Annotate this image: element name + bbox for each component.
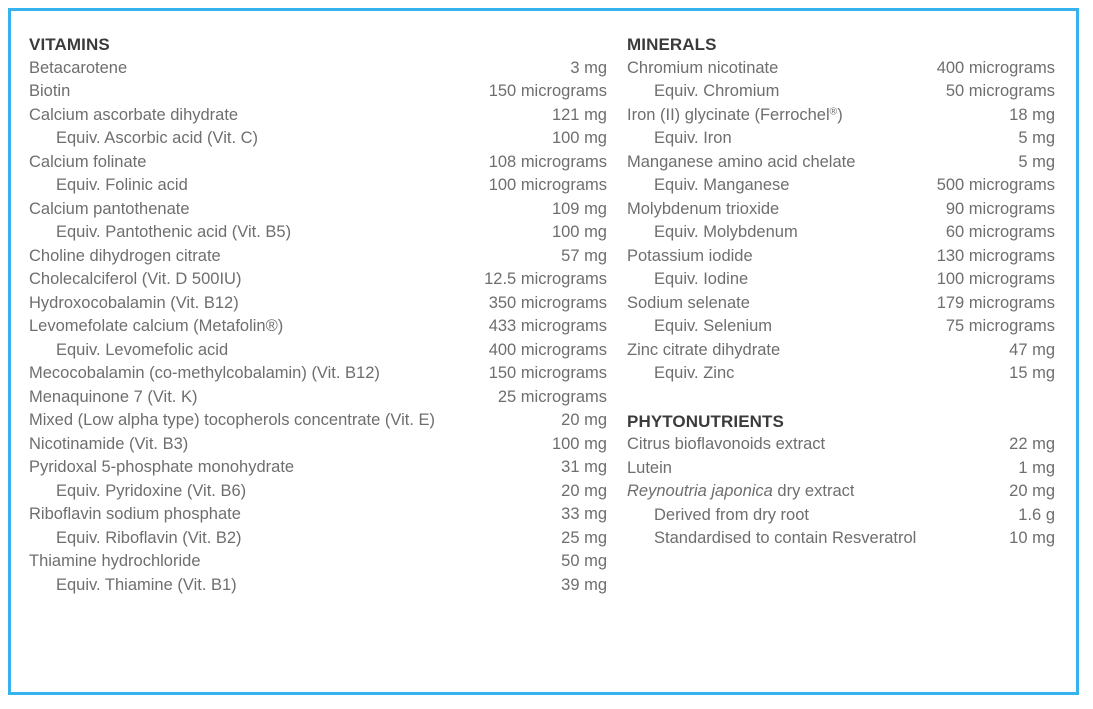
botanical-name: Reynoutria japonica xyxy=(627,482,773,500)
ingredient-amount: 50 mg xyxy=(561,552,607,570)
ingredient-subrow xyxy=(627,315,1055,339)
ingredient-subrow xyxy=(627,362,1055,386)
ingredient-row xyxy=(627,151,1055,175)
rows-phytonutrients xyxy=(627,433,1055,551)
section-phytonutrients xyxy=(627,410,1055,551)
ingredient-amount: 5 mg xyxy=(1018,129,1055,147)
section-title-minerals: MINERALS xyxy=(627,35,717,54)
ingredient-name: Equiv. Manganese xyxy=(654,176,790,194)
ingredient-subrow xyxy=(627,127,1055,151)
ingredient-subrow xyxy=(29,480,607,504)
ingredient-name: Equiv. Iron xyxy=(654,129,732,147)
ingredient-name: Menaquinone 7 (Vit. K) xyxy=(29,387,198,406)
ingredient-name: Equiv. Molybdenum xyxy=(654,223,798,241)
ingredient-name: Mixed (Low alpha type) tocopherols concentrate (Vit. E) xyxy=(29,411,435,429)
ingredient-name: Equiv. Chromium xyxy=(654,82,780,100)
ingredient-amount: 90 micrograms xyxy=(945,199,1055,218)
ingredient-amount: 33 mg xyxy=(561,505,607,523)
ingredient-amount: 100 micrograms xyxy=(488,176,607,194)
ingredient-name: Equiv. Pyridoxine (Vit. B6) xyxy=(56,481,247,500)
nutrition-columns xyxy=(11,11,1076,692)
ingredient-row xyxy=(29,198,607,222)
ingredient-amount: 179 micrograms xyxy=(936,293,1055,312)
ingredient-amount: 50 micrograms xyxy=(945,82,1055,100)
ingredient-amount: 22 mg xyxy=(1009,435,1055,453)
ingredient-subrow xyxy=(627,80,1055,104)
ingredient-name: Equiv. Pantothenic acid (Vit. B5) xyxy=(56,223,292,241)
ingredient-row xyxy=(29,57,607,81)
ingredient-subrow xyxy=(627,527,1055,551)
right-column xyxy=(627,33,1055,551)
ingredient-name: Equiv. Riboflavin (Vit. B2) xyxy=(56,528,242,547)
ingredient-row xyxy=(29,433,607,457)
ingredient-name: Nicotinamide (Vit. B3) xyxy=(29,434,189,453)
ingredient-amount: 57 mg xyxy=(561,246,607,265)
ingredient-amount: 100 mg xyxy=(551,223,607,241)
ingredient-name: Equiv. Selenium xyxy=(654,317,773,335)
ingredient-subrow xyxy=(29,221,607,245)
ingredient-name: Iron (II) glycinate (Ferrochel®) xyxy=(627,105,843,124)
rows-vitamins xyxy=(29,57,607,598)
ingredient-amount: 433 micrograms xyxy=(488,317,607,335)
ingredient-name: Molybdenum trioxide xyxy=(627,199,780,218)
ingredient-row xyxy=(627,198,1055,222)
ingredient-amount: 10 mg xyxy=(1009,529,1055,547)
ingredient-amount: 25 mg xyxy=(561,528,607,547)
ingredient-name: Zinc citrate dihydrate xyxy=(627,340,781,359)
ingredient-name: Pyridoxal 5-phosphate monohydrate xyxy=(29,458,295,476)
ingredient-row xyxy=(29,362,607,386)
section-minerals xyxy=(627,33,1055,386)
ingredient-amount: 25 micrograms xyxy=(497,387,607,406)
ingredient-name: Chromium nicotinate xyxy=(627,58,779,77)
ingredient-amount: 20 mg xyxy=(561,481,607,500)
ingredient-subrow xyxy=(29,174,607,198)
ingredient-amount: 1 mg xyxy=(1018,458,1055,477)
ingredient-subrow xyxy=(29,574,607,598)
ingredient-amount: 47 mg xyxy=(1009,340,1055,359)
ingredient-row xyxy=(29,386,607,410)
ingredient-amount: 15 mg xyxy=(1009,364,1055,382)
section-title-vitamins: VITAMINS xyxy=(29,35,110,54)
ingredient-name: Hydroxocobalamin (Vit. B12) xyxy=(29,293,239,312)
ingredient-row xyxy=(627,292,1055,316)
ingredient-subrow xyxy=(627,504,1055,528)
ingredient-amount: 400 micrograms xyxy=(488,340,607,359)
ingredient-row xyxy=(627,104,1055,128)
ingredient-name: Lutein xyxy=(627,458,672,477)
section-vitamins xyxy=(29,33,607,597)
nutrition-panel xyxy=(8,8,1079,695)
ingredient-amount: 31 mg xyxy=(561,458,607,476)
ingredient-name: Equiv. Iodine xyxy=(654,270,749,288)
ingredient-amount: 130 micrograms xyxy=(936,246,1055,265)
ingredient-amount: 100 mg xyxy=(551,129,607,147)
ingredient-name: Manganese amino acid chelate xyxy=(627,152,856,171)
ingredient-subrow xyxy=(627,268,1055,292)
ingredient-amount: 3 mg xyxy=(570,58,607,77)
ingredient-amount: 150 micrograms xyxy=(488,364,607,382)
ingredient-name: Thiamine hydrochloride xyxy=(29,552,201,570)
ingredient-amount: 109 mg xyxy=(551,199,607,218)
ingredient-subrow xyxy=(29,127,607,151)
ingredient-row xyxy=(627,339,1055,363)
ingredient-amount: 60 micrograms xyxy=(945,223,1055,241)
ingredient-amount: 39 mg xyxy=(561,575,607,594)
ingredient-row xyxy=(29,550,607,574)
ingredient-amount: 18 mg xyxy=(1009,105,1055,124)
ingredient-amount: 100 micrograms xyxy=(936,270,1055,288)
ingredient-name: Potassium iodide xyxy=(627,246,753,265)
left-column xyxy=(29,33,607,597)
ingredient-name: Riboflavin sodium phosphate xyxy=(29,505,241,523)
ingredient-amount: 121 mg xyxy=(551,105,607,124)
ingredient-amount: 500 micrograms xyxy=(936,176,1055,194)
ingredient-amount: 150 micrograms xyxy=(488,82,607,100)
ingredient-subrow xyxy=(29,339,607,363)
ingredient-subrow xyxy=(29,527,607,551)
ingredient-name: Biotin xyxy=(29,82,71,100)
ingredient-name: Standardised to contain Resveratrol xyxy=(654,529,917,547)
ingredient-amount: 100 mg xyxy=(551,434,607,453)
section-title-phytonutrients: PHYTONUTRIENTS xyxy=(627,411,784,431)
ingredient-row xyxy=(29,315,607,339)
ingredient-amount: 20 mg xyxy=(561,411,607,429)
ingredient-row xyxy=(627,480,1055,504)
ingredient-subrow xyxy=(627,174,1055,198)
ingredient-amount: 108 micrograms xyxy=(488,152,607,171)
ingredient-name: Equiv. Ascorbic acid (Vit. C) xyxy=(56,129,259,147)
ingredient-row xyxy=(627,457,1055,481)
ingredient-amount: 1.6 g xyxy=(1018,505,1055,524)
ingredient-amount: 75 micrograms xyxy=(945,317,1055,335)
ingredient-name: Equiv. Zinc xyxy=(654,364,735,382)
ingredient-name: Calcium folinate xyxy=(29,152,147,171)
ingredient-subrow xyxy=(627,221,1055,245)
ingredient-name: Levomefolate calcium (Metafolin®) xyxy=(29,317,284,335)
ingredient-name: Equiv. Levomefolic acid xyxy=(56,340,229,359)
ingredient-name: Mecocobalamin (co-methylcobalamin) (Vit. B12) xyxy=(29,364,380,382)
ingredient-name: Equiv. Folinic acid xyxy=(56,176,188,194)
ingredient-row xyxy=(627,245,1055,269)
ingredient-amount: 5 mg xyxy=(1018,152,1055,171)
ingredient-row xyxy=(29,456,607,480)
ingredient-amount: 400 micrograms xyxy=(936,58,1055,77)
ingredient-row xyxy=(29,503,607,527)
rows-minerals xyxy=(627,57,1055,386)
ingredient-row xyxy=(29,245,607,269)
ingredient-amount: 350 micrograms xyxy=(488,293,607,312)
ingredient-row xyxy=(29,292,607,316)
ingredient-name: Choline dihydrogen citrate xyxy=(29,246,221,265)
ingredient-name: Betacarotene xyxy=(29,58,128,77)
ingredient-name: Equiv. Thiamine (Vit. B1) xyxy=(56,575,237,594)
ingredient-name: Cholecalciferol (Vit. D 500IU) xyxy=(29,270,242,288)
ingredient-row xyxy=(29,268,607,292)
ingredient-name: Citrus bioflavonoids extract xyxy=(627,435,826,453)
registered-trademark-icon: ® xyxy=(829,106,838,118)
ingredient-name: Derived from dry root xyxy=(654,505,809,524)
ingredient-row xyxy=(29,80,607,104)
ingredient-name: Reynoutria japonica dry extract xyxy=(627,482,855,500)
ingredient-row xyxy=(29,409,607,433)
ingredient-name: Calcium pantothenate xyxy=(29,199,190,218)
ingredient-name: Sodium selenate xyxy=(627,293,750,312)
ingredient-row xyxy=(29,104,607,128)
section-spacer xyxy=(627,386,1055,410)
ingredient-row xyxy=(29,151,607,175)
ingredient-amount: 12.5 micrograms xyxy=(484,270,607,288)
ingredient-amount: 20 mg xyxy=(1009,482,1055,500)
ingredient-row xyxy=(627,433,1055,457)
ingredient-name: Calcium ascorbate dihydrate xyxy=(29,105,239,124)
ingredient-row xyxy=(627,57,1055,81)
